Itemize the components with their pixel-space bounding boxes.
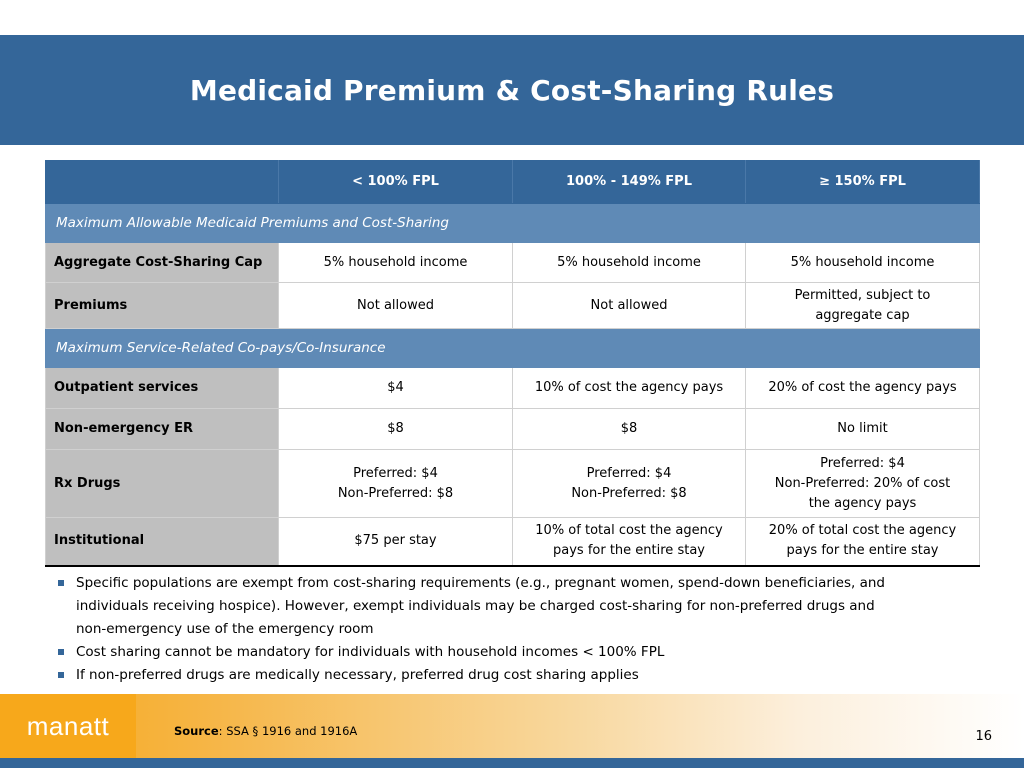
source-label: Source [174,724,219,738]
table-cell [513,518,746,566]
row-label: Premiums [46,283,279,329]
bullet-item [58,572,938,641]
cell-line: Preferred: $4 [353,465,438,481]
page-number: 16 [975,729,992,744]
table-cell: Not allowed [279,283,513,329]
row-label: Non-emergency ER [46,409,279,450]
table-row [46,368,980,409]
table-row [46,518,980,566]
logo-text: manatt [26,710,110,741]
header-100-149-fpl: 100% - 149% FPL [513,161,746,204]
cell-line: aggregate cap [815,307,910,323]
table-cell: 5% household income [279,243,513,283]
table-cell [746,518,980,566]
table-cell [746,283,980,329]
row-label: Rx Drugs [46,450,279,518]
table-cell [513,450,746,518]
cell-line: Preferred: $4 [586,465,672,481]
bullet-item [58,664,938,687]
table-header-row [46,161,980,204]
bullet-line: Cost sharing cannot be mandatory for individuals with household incomes < 100% FPL [76,644,665,660]
source-note [174,724,357,738]
cell-line: Preferred: $4 [820,455,905,471]
cell-line: 10% of total cost the agency [535,523,723,539]
table-cell: 20% of cost the agency pays [746,368,980,409]
bullet-list [58,572,938,687]
table-row [46,450,980,518]
bottom-stripe [0,758,1024,768]
table-cell: 5% household income [746,243,980,283]
section-row [46,204,980,243]
footer [0,694,1024,758]
cell-line: the agency pays [808,495,917,511]
table-cell: No limit [746,409,980,450]
table-cell: $8 [513,409,746,450]
row-label: Aggregate Cost-Sharing Cap [46,243,279,283]
title-bar [0,35,1024,145]
bullet-line: If non-preferred drugs are medically necessary, preferred drug cost sharing applies [76,667,639,683]
cost-sharing-table [45,160,980,567]
cell-line: 20% of total cost the agency [768,523,957,539]
table-row [46,243,980,283]
row-label: Outpatient services [46,368,279,409]
header-blank [46,161,279,204]
table-cell [279,450,513,518]
cell-line: Permitted, subject to [794,287,931,303]
cell-line: Non-Preferred: $8 [337,485,454,501]
section-label: Maximum Service-Related Co-pays/Co-Insurance [46,329,980,368]
table-row [46,283,980,329]
cell-line: Non-Preferred: 20% of cost [774,475,951,491]
row-label: Institutional [46,518,279,566]
cell-line: pays for the entire stay [553,543,705,559]
bullet-item [58,641,938,664]
table-row [46,409,980,450]
slide-title: Medicaid Premium & Cost-Sharing Rules [189,73,835,107]
table-cell: 10% of cost the agency pays [513,368,746,409]
bullet-line: individuals receiving hospice). However, exempt individuals may be charged cost-sharing for non-preferred drugs and [76,598,875,614]
bullet-line: Specific populations are exempt from cost-sharing requirements (e.g., pregnant women, spend-down beneficiaries, and [76,575,885,591]
table-cell: 5% household income [513,243,746,283]
table-cell: $75 per stay [279,518,513,566]
table-cell [746,450,980,518]
manatt-logo [0,694,136,758]
cell-line: pays for the entire stay [786,543,939,559]
table-cell: $8 [279,409,513,450]
header-gte-150-fpl: ≥ 150% FPL [746,161,980,204]
cell-line: Non-Preferred: $8 [571,485,687,501]
table-cell: Not allowed [513,283,746,329]
section-label: Maximum Allowable Medicaid Premiums and Cost-Sharing [46,204,980,243]
source-text: : SSA § 1916 and 1916A [218,724,358,738]
header-lt-100-fpl: < 100% FPL [279,161,513,204]
table-cell: $4 [279,368,513,409]
bullet-line: non-emergency use of the emergency room [76,621,374,637]
section-row [46,329,980,368]
